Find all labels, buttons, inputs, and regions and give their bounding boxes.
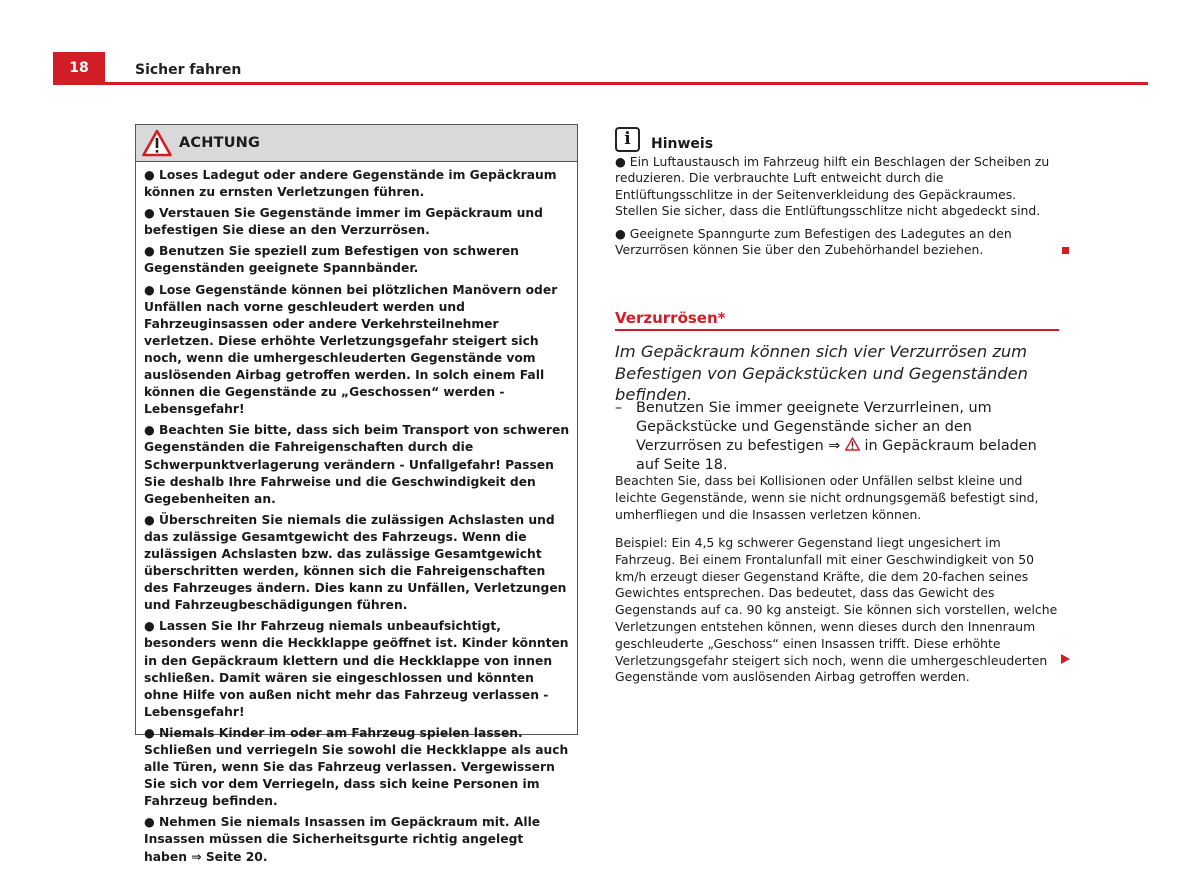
step-dash: – xyxy=(615,400,623,416)
continue-arrow-icon xyxy=(1061,654,1070,664)
instruction-step xyxy=(615,399,1060,475)
section-end-icon xyxy=(1062,247,1069,254)
warning-triangle-icon[interactable] xyxy=(845,437,860,451)
info-icon: i xyxy=(615,127,640,152)
section-title: Verzurrösen* xyxy=(615,309,726,327)
warning-item: ● Nehmen Sie niemals Insassen im Gepäckraum mit. Alle Insassen müssen die Sicherheitsgurte richtig angelegt haben ⇒ Seite 20. xyxy=(144,815,541,864)
hint-item: ● Ein Luftaustausch im Fahrzeug hilft ein Beschlagen der Scheiben zu reduzieren. Die verbrauchte Luft entweicht durch die Entlüftungsschlitze in der Seitenverkleidung des Gepäckraumes. Stellen Sie sicher, dass die Entlüftungsschlitze nicht abgedeckt sind. xyxy=(615,154,1050,219)
hint-header xyxy=(615,124,1060,154)
header-rule xyxy=(53,82,1148,85)
warning-title: ACHTUNG xyxy=(179,135,261,151)
warning-item: ● Beachten Sie bitte, dass sich beim Transport von schweren Gegenständen die Fahreigenschaften durch die Schwerpunktverlagerung verändern - Unfallgefahr! Passen Sie deshalb Ihre Fahrweise und die Geschwindigkeit den Gegebenheiten an. xyxy=(144,423,570,506)
warning-box xyxy=(135,124,578,864)
section-rule xyxy=(615,329,1059,331)
step-text: Benutzen Sie immer geeignete Verzurrleinen, um Gepäckstücke und Gegenstände sicher an den Verzurrösen zu befestigen ⇒ xyxy=(636,400,992,454)
warning-item: ● Überschreiten Sie niemals die zulässigen Achslasten und das zulässige Gesamtgewicht des Fahrzeugs. Wenn die zulässigen Achslasten bzw. das zulässige Gesamtgewicht überschritten werden, können sich die Fahreigenschaften des Fahrzeuges ändern. Dies kann zu Unfällen, Verletzungen und Fahrzeugbeschädigungen führen. xyxy=(144,512,567,613)
step-text-block xyxy=(636,399,1054,475)
hint-title: Hinweis xyxy=(651,136,714,152)
warning-item: ● Lassen Sie Ihr Fahrzeug niemals unbeaufsichtigt, besonders wenn die Heckklappe geöffnet ist. Kinder könnten in den Gepäckraum klettern und die Heckklappe von innen schließen. Damit wären sie eingeschlossen und könnten ohne Hilfe von außen nicht mehr das Fahrzeug verlassen - Lebensgefahr! xyxy=(144,619,569,719)
warning-item: ● Verstauen Sie Gegenstände immer im Gepäckraum und befestigen Sie diese an den Verzurrösen. xyxy=(144,206,543,238)
step-reference[interactable]: in Gepäckraum beladen auf Seite 18. xyxy=(636,438,1037,473)
section-intro: Im Gepäckraum können sich vier Verzurrösen zum Befestigen von Gepäckstücken und Gegenständen befinden. xyxy=(615,342,1028,404)
warning-list xyxy=(136,162,577,866)
hint-block xyxy=(615,124,1060,264)
warning-item: ● Lose Gegenstände können bei plötzlichen Manövern oder Unfällen nach vorne geschleudert werden und Fahrzeuginsassen oder andere Verkehrsteilnehmer verletzen. Diese erhöhte Verletzungsgefahr steigert sich noch, wenn die umhergeschleuderten Gegenstände vom auslösenden Airbag getroffen werden. In solch einem Fall können die Gegenstände zu „Geschossen“ werden - Lebensgefahr! xyxy=(144,282,558,417)
warning-triangle-icon xyxy=(142,129,172,157)
chapter-title: Sicher fahren xyxy=(135,62,242,78)
hint-item: ● Geeignete Spanngurte zum Befestigen des Ladegutes an den Verzurrösen können Sie über den Zubehörhandel beziehen. xyxy=(615,225,1012,258)
body-paragraph: Beachten Sie, dass bei Kollisionen oder Unfällen selbst kleine und leichte Gegenstände, wenn sie nicht ordnungsgemäß befestigt sind, umherfliegen und die Insassen verletzen können. xyxy=(615,473,1039,522)
warning-item: ● Benutzen Sie speziell zum Befestigen von schweren Gegenständen geeignete Spannbänder. xyxy=(144,244,519,276)
page-number: 18 xyxy=(53,52,105,83)
body-paragraph: Beispiel: Ein 4,5 kg schwerer Gegenstand liegt ungesichert im Fahrzeug. Bei einem Frontalunfall mit einer Geschwindigkeit von 50 km/h erzeugt dieser Gegenstand Kräfte, die dem 20-fachen seines Gewichtes entsprechen. Das bedeutet, dass das Gewicht des Gegenstands auf ca. 90 kg ansteigt. Sie können sich vorstellen, welche Verletzungen entstehen können, wenn dieses durch den Innenraum geschleuderte „Geschoss“ einen Insassen trifft. Diese erhöhte Verletzungsgefahr steigert sich noch, wenn die umhergeschleuderten Gegenstände vom auslösenden Airbag getroffen werden. xyxy=(615,535,1058,685)
warning-item: ● Niemals Kinder im oder am Fahrzeug spielen lassen. Schließen und verriegeln Sie sowohl die Heckklappe als auch alle Türen, wenn Sie das Fahrzeug verlassen. Vergewissern Sie sich vor dem Verriegeln, dass sich keine Personen im Fahrzeug befinden. xyxy=(144,725,569,809)
warning-header xyxy=(136,125,577,162)
warning-item: ● Loses Ladegut oder andere Gegenstände im Gepäckraum können zu ernsten Verletzungen führen. xyxy=(144,168,557,200)
